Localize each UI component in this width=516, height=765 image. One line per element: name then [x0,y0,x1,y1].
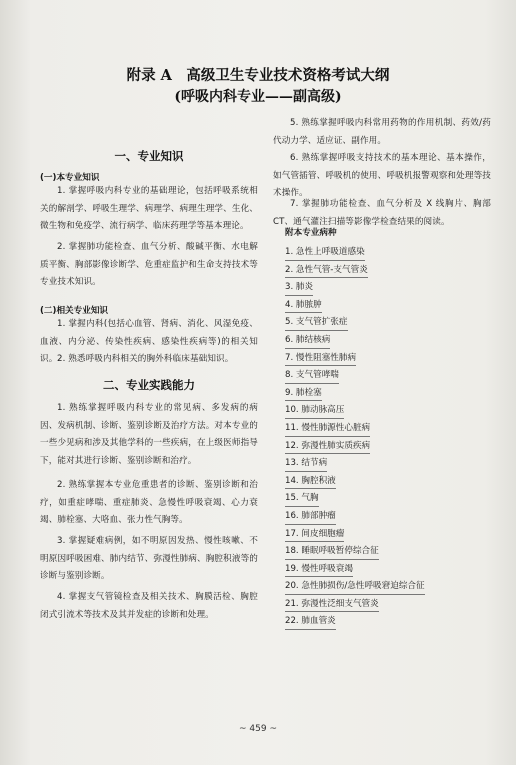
disease-list-heading: 附本专业病种 [285,228,337,238]
disease-list-item [285,279,425,297]
underline-rule [285,418,344,419]
underline-rule [285,260,365,261]
disease-list-item-label: 6. 肺结核病 [285,334,331,345]
bleed-through-text [60,118,68,129]
disease-list-item-label: 22. 肺血管炎 [285,616,336,627]
disease-list-item-label: 12. 弥漫性肺实质疾病 [285,440,371,451]
underline-rule [285,541,344,542]
disease-list-item [285,473,425,491]
underline-rule [285,576,353,577]
disease-list-item [285,367,425,385]
disease-list-item-label: 9. 肺栓塞 [285,387,322,398]
page-title: 附录 A 高级卫生专业技术资格考试大纲 [126,67,390,84]
underline-rule [285,488,336,489]
disease-list-item-label: 4. 肺脓肿 [285,299,322,310]
disease-list-item-label: 20. 急性肺损伤/急性呼吸窘迫综合征 [285,581,425,592]
disease-list-item-label: 7. 慢性阻塞性肺病 [285,352,357,363]
disease-list-item-label: 1. 急性上呼吸道感染 [285,247,365,257]
disease-list-item [285,297,425,315]
disease-list-item-label: 21. 弥漫性泛细支气管炎 [285,598,379,609]
disease-list-item-label: 14. 胸腔积液 [285,475,336,486]
paragraph: 4. 掌握支气管镜检查及相关技术、胸膜活检、胸腔闭式引流术等技术及其并发症的诊断和处理。 [40,592,258,620]
section-heading-practical-ability: 二、专业实践能力 [103,378,195,392]
underline-rule [285,330,348,331]
disease-list-item [285,350,425,368]
paragraph: 1. 掌握呼吸内科专业的基础理论，包括呼吸系统相关的解剖学、呼吸生理学、病理学、病理生理学、生化、微生物和免疫学、流行病学、临床药理学等基本理论。 [40,186,258,232]
paragraph: 5. 熟练掌握呼吸内科常用药物的作用机制、药效/药代动力学、适应证、副作用。 [273,118,491,146]
disease-list-item-label: 17. 间皮细胞瘤 [285,528,345,539]
underline-rule [285,559,379,560]
disease-list-item-label: 3. 肺炎 [285,282,314,293]
subsection-heading-related-knowledge: (二)相关专业知识 [40,306,109,316]
disease-list-item [285,420,425,438]
disease-list-item-label: 13. 结节病 [285,458,328,469]
disease-list-item-label: 18. 睡眠呼吸暂停综合征 [285,546,379,557]
disease-list-item-label: 10. 肺动脉高压 [285,405,345,416]
disease-list-item-label: 2. 急性气管-支气管炎 [285,264,368,275]
disease-list-item [285,561,425,579]
disease-list-item [285,578,425,596]
paragraph: 7. 掌握肺功能检查、血气分析及 X 线胸片、胸部 CT、通气灌注扫描等影像学检查结果的阅读。 [273,199,491,227]
disease-list-item-label: 16. 肺部肿瘤 [285,510,336,521]
underline-rule [285,365,356,366]
underline-rule [285,506,319,507]
disease-list-item [285,543,425,561]
paragraph: 1. 掌握内科(包括心血管、肾病、消化、风湿免疫、血液、内分泌、传染性疾病、感染性疾病等)的相关知识。 [40,319,258,365]
paragraph: 3. 掌握疑难病例，如不明原因发热、慢性咳嗽、不明原因呼吸困难、肺内结节、弥漫性肺病、胸腔积液等的诊断与鉴别诊断。 [40,536,258,582]
underline-rule [285,453,370,454]
paragraph: 2. 熟悉呼吸内科相关的胸外科临床基础知识。 [57,354,234,364]
underline-rule [285,524,336,525]
paragraph: 2. 掌握肺功能检查、血气分析、酸碱平衡、水电解质平衡、胸部影像诊断学、危重症监护和生命支持技术等专业技术知识。 [40,242,258,288]
underline-rule [285,400,322,401]
disease-list [285,244,425,631]
disease-list-item [285,438,425,456]
disease-list-item [285,490,425,508]
underline-rule [285,594,425,595]
disease-list-item [285,596,425,614]
underline-rule [285,383,339,384]
page-number: ~ 459 ~ [239,724,277,734]
paragraph: 6. 熟练掌握呼吸支持技术的基本理论、基本操作，如气管插管、呼吸机的使用、呼吸机报警观察和处理等技术操作。 [273,153,491,199]
underline-rule [285,436,370,437]
disease-list-item [285,455,425,473]
underline-rule [285,277,368,278]
disease-list-item [285,526,425,544]
subsection-heading-core-knowledge: (一)本专业知识 [40,173,100,183]
paragraph: 1. 熟练掌握呼吸内科专业的常见病、多发病的病因、发病机制、诊断、鉴别诊断及治疗方法。对本专业的一些少见病和涉及其他学科的一些疾病，在上级医师指导下，能对其进行诊断、鉴别诊断和治疗。 [40,403,258,466]
disease-list-item-label: 5. 支气管扩张症 [285,317,348,328]
disease-list-item [285,508,425,526]
underline-rule [285,295,313,296]
disease-list-item-label: 19. 慢性呼吸衰竭 [285,563,353,574]
disease-list-item-label: 11. 慢性肺源性心脏病 [285,422,371,433]
disease-list-item-label: 8. 支气管哮喘 [285,370,339,381]
underline-rule [285,629,336,630]
disease-list-item [285,314,425,332]
disease-list-item-label: 15. 气胸 [285,493,319,504]
disease-list-item [285,402,425,420]
underline-rule [285,471,327,472]
underline-rule [285,348,330,349]
disease-list-item [285,385,425,403]
disease-list-item [285,244,425,262]
underline-rule [285,312,322,313]
disease-list-item [285,262,425,280]
underline-rule [285,611,379,612]
disease-list-item [285,613,425,631]
disease-list-item [285,332,425,350]
section-heading-professional-knowledge: 一、专业知识 [114,149,184,163]
paragraph: 2. 熟练掌握本专业危重患者的诊断、鉴别诊断和治疗，如重症哮喘、重症肺炎、急慢性呼吸衰竭、心力衰竭、肺栓塞、大咯血、张力性气胸等。 [40,480,258,526]
page-subtitle: (呼吸内科专业——副高级) [174,89,342,105]
